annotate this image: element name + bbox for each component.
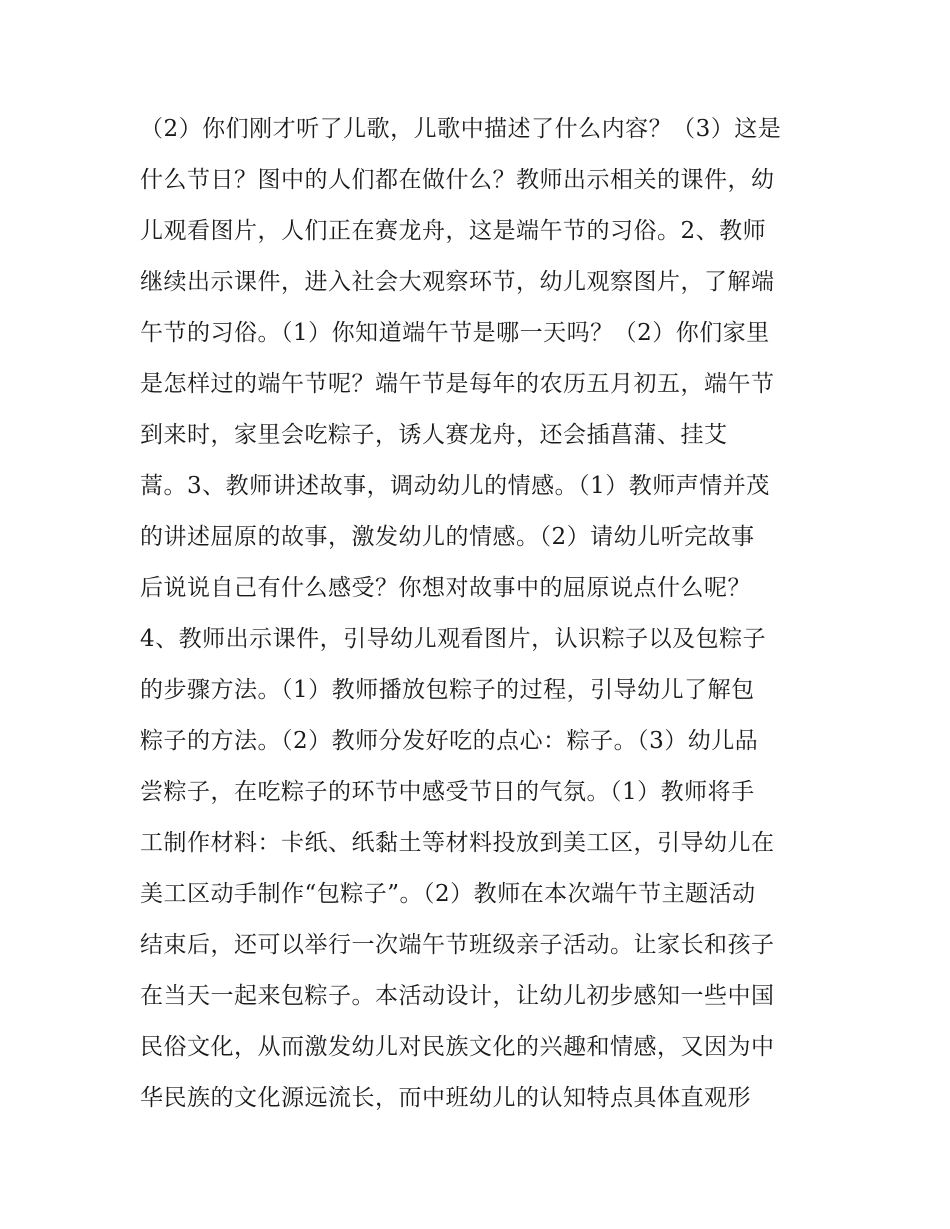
text-line-13: 粽子的方法。（2）教师分发好吃的点心：粽子。（3）幼儿品 (140, 728, 759, 754)
text-line-3: 儿观看图片，人们正在赛龙舟，这是端午节的习俗。2、教师 (140, 218, 767, 244)
text-line-15: 工制作材料：卡纸、纸黏土等材料投放到美工区，引导幼儿在 (140, 830, 775, 856)
text-line-19: 民俗文化，从而激发幼儿对民族文化的兴趣和情感，又因为中 (140, 1034, 775, 1060)
text-line-14: 尝粽子，在吃粽子的环节中感受节日的气氛。（1）教师将手 (140, 779, 755, 805)
text-line-18: 在当天一起来包粽子。本活动设计，让幼儿初步感知一些中国 (140, 983, 775, 1009)
text-line-8: 蒿。3、教师讲述故事，调动幼儿的情感。（1）教师声情并茂 (140, 473, 770, 499)
text-line-9: 的讲述屈原的故事，激发幼儿的情感。（2）请幼儿听完故事 (140, 524, 755, 550)
text-line-12: 的步骤方法。（1）教师播放包粽子的过程，引导幼儿了解包 (140, 677, 755, 703)
text-line-10: 后说说自己有什么感受？你想对故事中的屈原说点什么呢？ (140, 575, 751, 601)
text-line-1: （2）你们刚才听了儿歌，儿歌中描述了什么内容？（3）这是 (140, 116, 782, 142)
text-line-11: 4、教师出示课件，引导幼儿观看图片，认识粽子以及包粽子 (140, 626, 767, 652)
body-text (140, 104, 820, 1124)
text-line-17: 结束后，还可以举行一次端午节班级亲子活动。让家长和孩子 (140, 932, 775, 958)
text-line-16: 美工区动手制作“包粽子”。（2）教师在本次端午节主题活动 (140, 881, 756, 907)
text-line-20: 华民族的文化源远流长，而中班幼儿的认知特点具体直观形 (140, 1085, 751, 1111)
text-line-6: 是怎样过的端午节呢？端午节是每年的农历五月初五，端午节 (140, 371, 775, 397)
text-line-5: 午节的习俗。（1）你知道端午节是哪一天吗？（2）你们家里 (140, 320, 770, 346)
text-line-2: 什么节日？图中的人们都在做什么？教师出示相关的课件，幼 (140, 167, 775, 193)
text-line-7: 到来时，家里会吃粽子，诱人赛龙舟，还会插菖蒲、挂艾 (140, 422, 728, 448)
text-line-4: 继续出示课件，进入社会大观察环节，幼儿观察图片，了解端 (140, 269, 775, 295)
